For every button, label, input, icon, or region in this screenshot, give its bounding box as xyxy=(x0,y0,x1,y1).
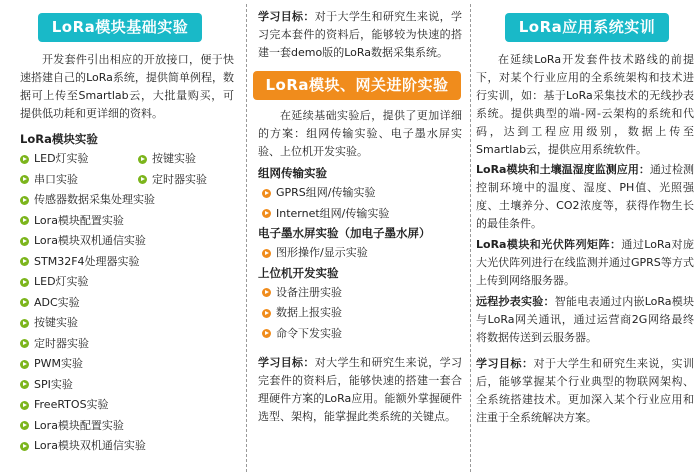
list-item: 按键实验 xyxy=(138,149,248,170)
list-item: 定时器实验 xyxy=(138,170,248,191)
bullet-icon xyxy=(138,155,147,164)
bullet-icon xyxy=(20,155,29,164)
list-item: Lora模块双机通信实验 xyxy=(20,436,240,457)
basic-lab-intro: 开发套件引出相应的开放接口，便于快速搭建自己的LoRa系统，提供简单例程，数据可上传至Smartlab云，大批量购买，可提供低功耗和更详细的资料。 xyxy=(20,53,234,120)
bullet-icon xyxy=(20,442,29,451)
list-item: 定时器实验 xyxy=(20,334,240,355)
list-item: GPRS组网/传输实验 xyxy=(262,183,468,204)
network-section-heading: 组网传输实验 xyxy=(258,166,327,180)
basic-lab-title: LoRa模块基础实验 xyxy=(38,13,203,42)
advanced-goal-bottom: 学习目标：对大学生和研究生来说，学习完套件的资料后，能够快速的搭建一套合理硬件方案的LoRa应用。能额外掌握硬件选型、架构，能掌握此类系统的关键点。 xyxy=(258,356,462,423)
basic-lab-list xyxy=(20,149,240,457)
bullet-icon xyxy=(262,249,271,258)
advanced-lab-column xyxy=(246,0,468,476)
lora-module-section-heading: LoRa模块实验 xyxy=(20,132,98,146)
eink-section-heading: 电子墨水屏实验（加电子墨水屏） xyxy=(258,226,431,240)
bullet-icon xyxy=(20,237,29,246)
bullet-icon xyxy=(20,257,29,266)
soil-monitor-app: LoRa模块和土壤温湿度监测应用：通过检测控制环境中的温度、湿度、PH值、光照强度、土壤养分、CO2浓度等，获得作物生长的最佳条件。 xyxy=(476,163,694,230)
bullet-icon xyxy=(20,278,29,287)
bullet-icon xyxy=(20,421,29,430)
application-goal: 学习目标：对于大学生和研究生来说，实训后，能够掌握某个行业典型的物联网架构、全系统搭建技术。更加深入某个行业应用和注重于全系统解决方案。 xyxy=(476,357,694,424)
bullet-icon xyxy=(20,360,29,369)
application-training-intro: 在延续LoRa开发套件技术路线的前提下，对某个行业应用的全系统架构和技术进行实训，如：基于LoRa采集技术的无线抄表系统。提供典型的端-网-云架构的系统和代码，达到工程应用级别，数据上传至Smartlab云，提供应用系统软件。 xyxy=(476,53,694,156)
list-item: PWM实验 xyxy=(20,354,240,375)
list-item: 设备注册实验 xyxy=(262,283,468,304)
list-item: 命令下发实验 xyxy=(262,324,468,345)
list-item: 传感器数据采集处理实验 xyxy=(20,190,240,211)
advanced-goal-top: 学习目标：对于大学生和研究生来说，学习完本套件的资料后，能够较为快速的搭建一套demo版的LoRa数据采集系统。 xyxy=(258,10,462,59)
bullet-icon xyxy=(262,309,271,318)
list-item: Lora模块配置实验 xyxy=(20,211,240,232)
list-item: Lora模块双机通信实验 xyxy=(20,231,240,252)
bullet-icon xyxy=(20,339,29,348)
list-item: LED灯实验 xyxy=(20,272,240,293)
list-item: 数据上报实验 xyxy=(262,303,468,324)
bullet-icon xyxy=(20,216,29,225)
bullet-icon xyxy=(262,189,271,198)
pair-row xyxy=(20,149,240,190)
host-section-heading: 上位机开发实验 xyxy=(258,265,339,280)
list-item: 串口实验 xyxy=(20,170,138,191)
list-item: FreeRTOS实验 xyxy=(20,395,240,416)
list-item: SPI实验 xyxy=(20,375,240,396)
bullet-icon xyxy=(262,288,271,297)
bullet-icon xyxy=(20,175,29,184)
list-item: Internet组网/传输实验 xyxy=(262,204,468,225)
list-item: STM32F4处理器实验 xyxy=(20,252,240,273)
basic-lab-column xyxy=(0,0,240,476)
application-training-title: LoRa应用系统实训 xyxy=(505,13,670,42)
bullet-icon xyxy=(262,209,271,218)
advanced-sections xyxy=(258,164,468,344)
bullet-icon xyxy=(20,298,29,307)
bullet-icon xyxy=(20,319,29,328)
bullet-icon xyxy=(138,175,147,184)
list-item: ADC实验 xyxy=(20,293,240,314)
bullet-icon xyxy=(20,196,29,205)
bullet-icon xyxy=(20,401,29,410)
pv-array-app: LoRa模块和光伏阵列矩阵：通过LoRa对庞大光伏阵列进行在线监测并通过GPRS等方式上传到网络服务器。 xyxy=(476,238,694,287)
list-item: LED灯实验 xyxy=(20,149,138,170)
column-divider xyxy=(470,4,471,472)
list-item: 按键实验 xyxy=(20,313,240,334)
advanced-lab-intro: 在延续基础实验后，提供了更加详细的方案：组网传输实验、电子墨水屏实验、上位机开发实验。 xyxy=(258,109,462,158)
list-item: 图形操作/显示实验 xyxy=(262,243,468,264)
bullet-icon xyxy=(262,329,271,338)
application-training-column xyxy=(474,0,700,476)
list-item: Lora模块配置实验 xyxy=(20,416,240,437)
bullet-icon xyxy=(20,380,29,389)
advanced-lab-title: LoRa模块、网关进阶实验 xyxy=(253,71,460,100)
meter-reading-app: 远程抄表实验：智能电表通过内嵌LoRa模块与LoRa网关通讯，通过运营商2G网络最终将数据传送到云服务器。 xyxy=(476,295,695,344)
